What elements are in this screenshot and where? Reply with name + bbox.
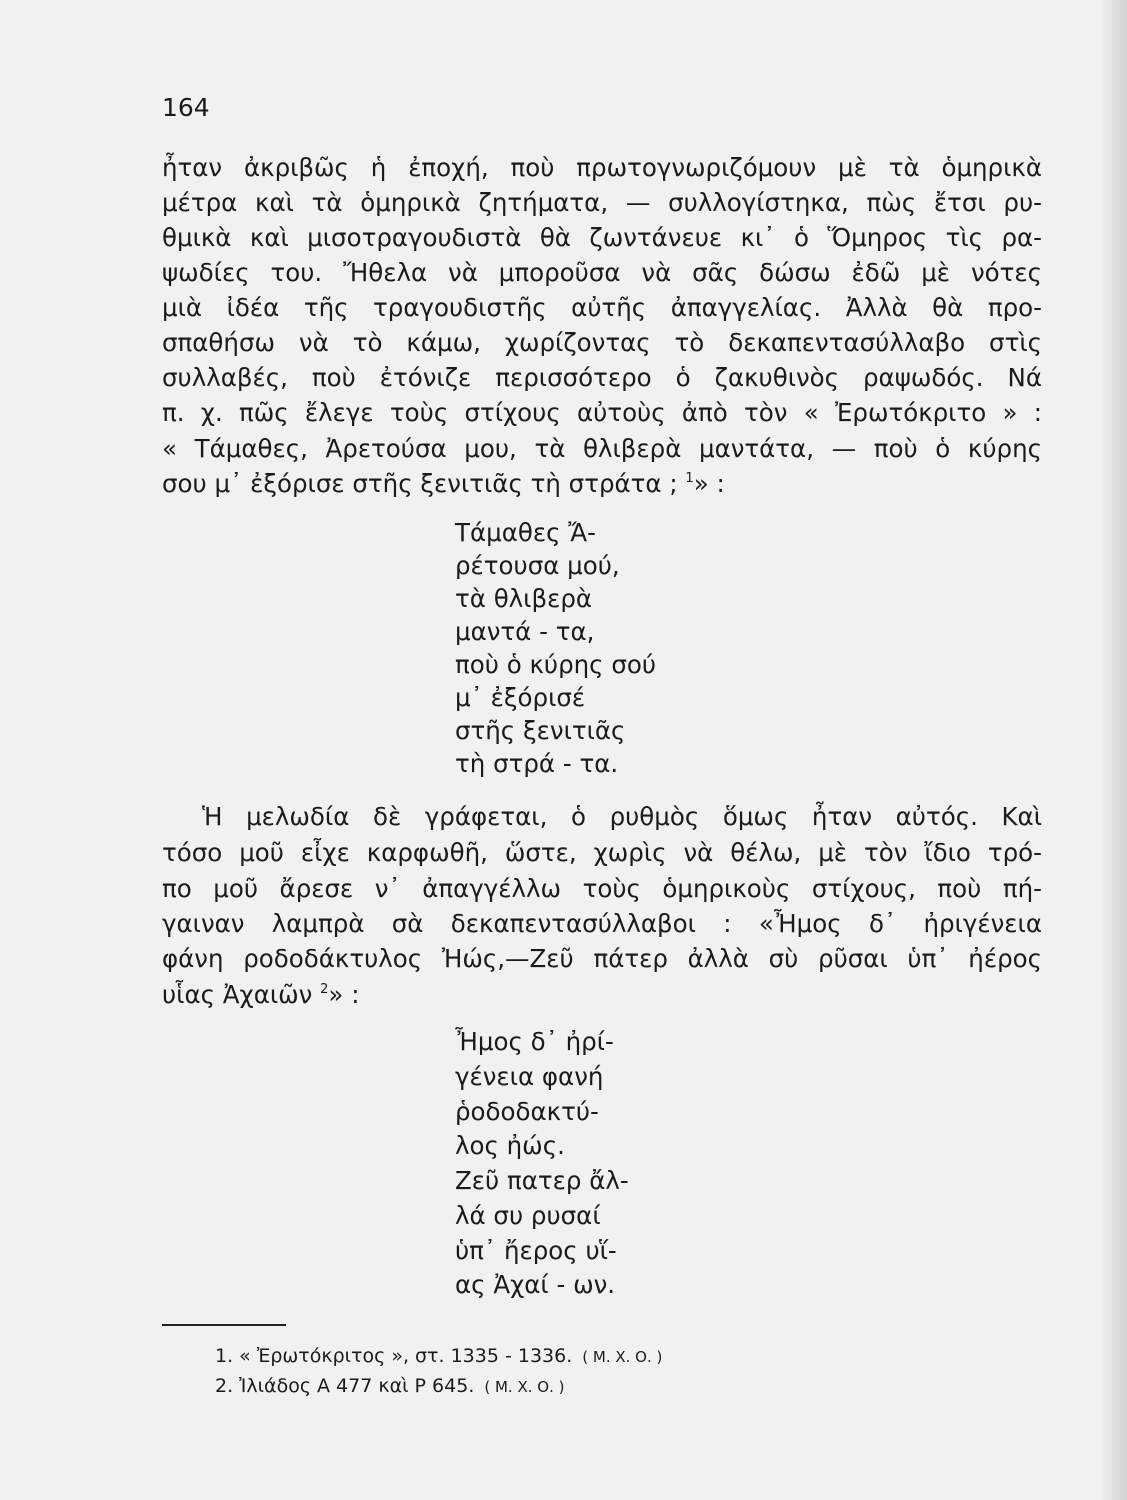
verse-line: μ᾽ ἐξόρισέ [455, 683, 586, 712]
text-line: φάνη ροδοδάκτυλος Ἠώς,—Ζεῦ πάτερ ἀλλὰ σὺ ρῦσαι ὑπ᾽ ἠέρος [162, 944, 1042, 973]
verse-line: λά συ ρυσαί [455, 1201, 601, 1230]
text-line-last [162, 469, 1042, 503]
text-line: ἦταν ἀκριβῶς ἡ ἐποχή, ποὺ πρωτογνωριζόμουν μὲ τὰ ὁμηρικὰ [162, 153, 1042, 182]
verse-line: ποὺ ὁ κύρης σού [455, 650, 657, 679]
verse-line: Ζεῦ πατερ ἄλ- [455, 1166, 629, 1195]
footnote-text: 2. Ἰλιάδος Α 477 καὶ Ρ 645. [215, 1375, 475, 1397]
footnote-2 [215, 1375, 564, 1397]
verse-line: ὑπ᾽ ἤερος υἵ- [455, 1236, 617, 1265]
text-line: Ἡ μελωδία δὲ γράφεται, ὁ ρυθμὸς ὅμως ἦταν αὐτός. Καὶ [202, 802, 1042, 831]
verse-line: ρέτουσα μού, [455, 551, 620, 580]
text-line: σπαθήσω νὰ τὸ κάμω, χωρίζοντας τὸ δεκαπεντασύλλαβο στὶς [162, 328, 1042, 357]
page-number: 164 [162, 93, 210, 122]
text-line: πο μοῦ ἄρεσε ν᾽ ἀπαγγέλλω τοὺς ὁμηρικοὺς στίχους, ποὺ πή- [162, 874, 1042, 903]
text-fragment: υἷας Ἀχαιῶν [162, 980, 313, 1009]
text-line: π. χ. πῶς ἔλεγε τοὺς στίχους αὐτοὺς ἀπὸ τὸν « Ἐρωτόκριτο » : [162, 398, 1042, 427]
footnote-note: ( Μ. Χ. Ο. ) [582, 1348, 663, 1366]
verse-line: τὴ στρά - τα. [455, 749, 619, 778]
footnote-divider [162, 1324, 286, 1326]
footnote-text: 1. « Ἐρωτόκριτος », στ. 1335 - 1336. [215, 1345, 573, 1367]
text-fragment: » : [693, 469, 725, 498]
text-line: γαιναν λαμπρὰ σὰ δεκαπεντασύλλαβοι : «Ἦμος δ᾽ ἠριγένεια [162, 909, 1042, 938]
footnote-ref: 2 [320, 982, 329, 997]
verse-line: στῆς ξενιτιᾶς [455, 716, 626, 745]
text-line: « Τάμαθες, Ἀρετούσα μου, τὰ θλιβερὰ μαντάτα, — ποὺ ὁ κύρης [162, 434, 1042, 463]
text-line-last [162, 980, 1042, 1014]
text-fragment: » : [328, 980, 360, 1009]
footnote-ref: 1 [685, 471, 694, 486]
verse-line: τὰ θλιβερὰ [455, 584, 593, 613]
text-line: τόσο μοῦ εἶχε καρφωθῆ, ὥστε, χωρὶς νὰ θέλω, μὲ τὸν ἴδιο τρό- [162, 838, 1042, 867]
verse-line: ας Ἀχαί - ων. [455, 1270, 616, 1299]
verse-line: ῥοδοδακτύ- [455, 1097, 599, 1126]
text-line: μέτρα καὶ τὰ ὁμηρικὰ ζητήματα, — συλλογίστηκα, πὼς ἔτσι ρυ- [162, 188, 1042, 217]
footnote-note: ( Μ. Χ. Ο. ) [484, 1378, 565, 1396]
text-line: μιὰ ἰδέα τῆς τραγουδιστῆς αὐτῆς ἀπαγγελίας. Ἀλλὰ θὰ προ- [162, 293, 1042, 322]
verse-line: γένεια φανή [455, 1062, 604, 1091]
verse-line: μαντά - τα, [455, 617, 595, 646]
footnote-1 [215, 1345, 662, 1367]
text-line: συλλαβές, ποὺ ἐτόνιζε περισσότερο ὁ ζακυθινὸς ραψωδός. Νά [162, 363, 1042, 392]
verse-line: Ἦμος δ᾽ ἠρί- [455, 1027, 614, 1056]
text-fragment: σου μ᾽ ἐξόρισε στῆς ξενιτιᾶς τὴ στράτα ; [162, 469, 678, 498]
page-edge-shadow [1099, 0, 1127, 1500]
verse-line: Τάμαθες Ἄ- [455, 518, 596, 547]
text-line: θμικὰ καὶ μισοτραγουδιστὰ θὰ ζωντάνευε κι᾽ ὁ Ὅμηρος τὶς ρα- [162, 223, 1042, 252]
text-line: ψωδίες του. Ἤθελα νὰ μποροῦσα νὰ σᾶς δώσω ἐδῶ μὲ νότες [162, 258, 1042, 287]
verse-line: λος ἠώς. [455, 1131, 565, 1160]
